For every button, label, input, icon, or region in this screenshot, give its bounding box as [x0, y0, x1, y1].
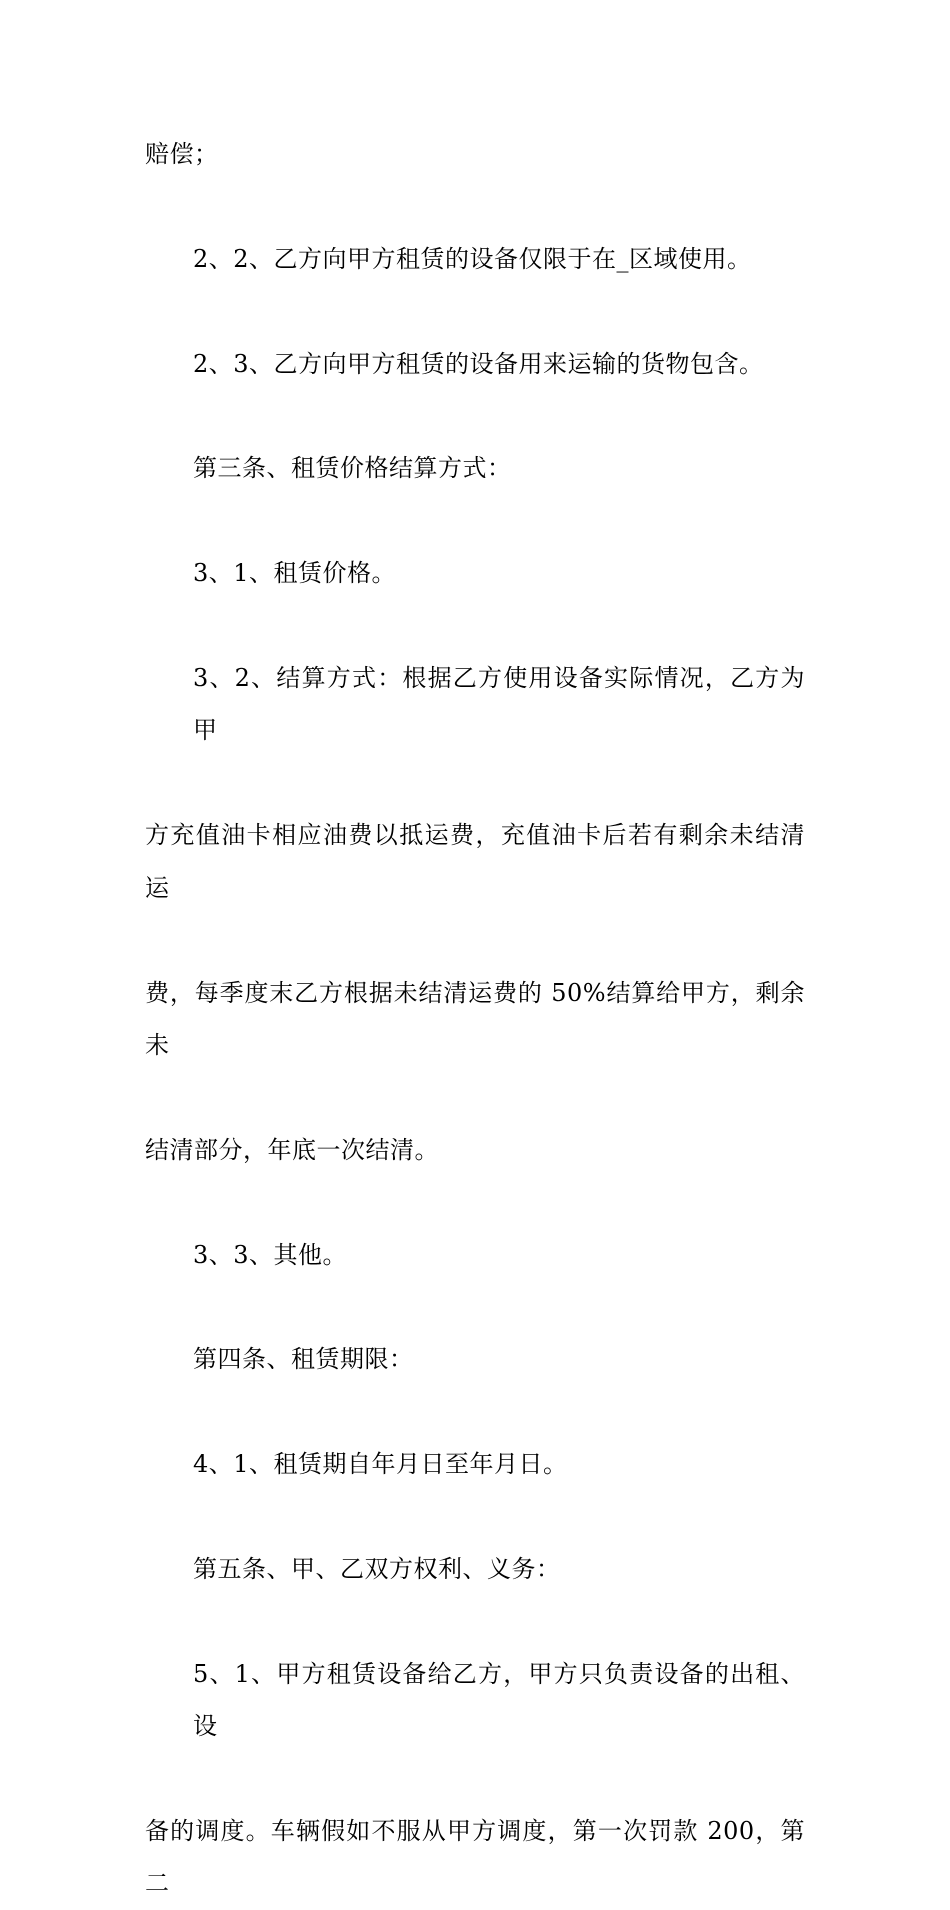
text-line: 3、1、租赁价格。: [193, 559, 397, 588]
blank-line: [145, 914, 805, 966]
text-line: 2、2、乙方向甲方租赁的设备仅限于在_区域使用。: [193, 244, 752, 273]
document-body: [145, 128, 805, 1910]
blank-line: [145, 495, 805, 547]
text-line: 赔偿；: [145, 140, 219, 168]
blank-line: [145, 1386, 805, 1438]
text-line: 方充值油卡相应油费以抵运费，充值油卡后若有剩余未结清运: [145, 821, 805, 902]
text-line: 2、3、乙方向甲方租赁的设备用来运输的货物包含。: [193, 349, 764, 378]
text-line: 费，每季度末乙方根据未结清运费的 50%结算给甲方，剩余未: [145, 978, 805, 1059]
text-line: 3、2、结算方式：根据乙方使用设备实际情况，乙方为甲: [193, 664, 805, 745]
blank-line: [145, 600, 805, 652]
blank-line: [145, 1071, 805, 1123]
blank-line: [145, 1753, 805, 1805]
section-heading: 第三条、租赁价格结算方式：: [193, 454, 512, 483]
blank-line: [145, 285, 805, 337]
blank-line: [145, 757, 805, 809]
text-line: 4、1、租赁期自年月日至年月日。: [193, 1450, 568, 1479]
text-line: 3、3、其他。: [193, 1240, 348, 1269]
blank-line: [145, 1281, 805, 1333]
blank-line: [145, 1176, 805, 1228]
blank-line: [145, 180, 805, 232]
text-line: 结清部分，年底一次结清。: [145, 1135, 439, 1164]
blank-line: [145, 390, 805, 442]
blank-line: [145, 1595, 805, 1647]
section-heading: 第五条、甲、乙双方权利、义务：: [193, 1554, 561, 1583]
text-line: 备的调度。车辆假如不服从甲方调度，第一次罚款 200，第二: [145, 1817, 805, 1898]
blank-line: [145, 1491, 805, 1543]
text-line: 5、1、甲方租赁设备给乙方，甲方只负责设备的出租、设: [193, 1659, 805, 1741]
section-heading: 第四条、租赁期限：: [193, 1345, 414, 1374]
